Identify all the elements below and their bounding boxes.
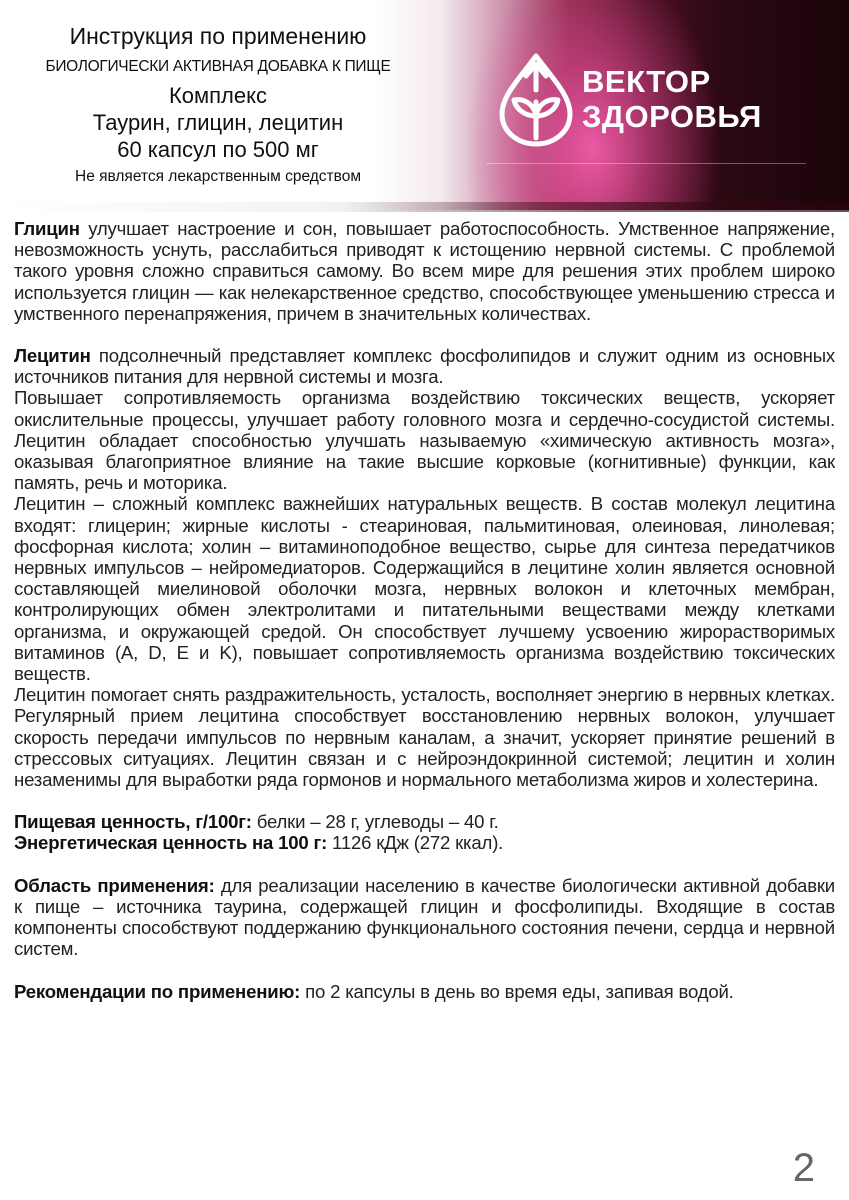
paragraph-lecithin-effects: Лецитин помогает снять раздражительность, усталость, восполняет энергию в нервных клетках. Регулярный прием лецитина способствует восстановлению нервных волокон, улучшает скорость передачи импульсов по нервным каналам, а значит, ускоряет принятие решений в стрессовых ситуациях. Лецитин связан и с нейроэндокринной системой; лецитин и холин незаменимы для выработки ряда гормонов и нормального метаболизма жиров и холестерина. bbox=[14, 684, 835, 791]
recommendations-text: по 2 капсулы в день во время еды, запивая водой. bbox=[300, 980, 734, 1002]
paragraph-glycine bbox=[14, 218, 835, 324]
term-lecithin: Лецитин bbox=[14, 345, 91, 367]
supplement-category: БИОЛОГИЧЕСКИ АКТИВНАЯ ДОБАВКА К ПИЩЕ bbox=[45, 58, 391, 75]
leaf-arrow-icon bbox=[496, 50, 576, 150]
paragraph-usage-area bbox=[14, 875, 835, 960]
brand-name bbox=[582, 64, 762, 134]
brand-logo bbox=[496, 50, 816, 150]
term-nutrition: Пищевая ценность, г/100г: bbox=[14, 811, 252, 833]
energy-text: 1126 кДж (272 ккал). bbox=[327, 832, 504, 854]
document-body bbox=[14, 218, 835, 1002]
lecithin-intro-text: подсолнечный представляет комплекс фосфолипидов и служит одним из основных источников питания для нервной системы и мозга. bbox=[14, 345, 835, 388]
paragraph-lecithin-composition: Лецитин – сложный комплекс важнейших натуральных веществ. В состав молекул лецитина входят: глицерин; жирные кислоты - стеариновая, пальмитиновая, олеиновая, линолевая; фосфорная кислота; холин – витаминоподобное вещество, сырье для синтеза передатчиков нервных импульсов – нейромедиаторов. Содержащийся в лецитине холин является основной составляющей миелиновой оболочки мозга, нервных волокон и клеточных мембран, контролирующих обмен электролитами и питательными веществами между клетками организма, и окружающей средой. Он способствует лучшему усвоению жирорастворимых витаминов (A, D, E и K), повышает сопротивляемость организма воздействию токсических веществ. bbox=[14, 493, 835, 685]
paragraph-recommendations bbox=[14, 981, 835, 1002]
instruction-title: Инструкция по применению bbox=[69, 23, 367, 49]
disclaimer: Не является лекарственным средством bbox=[75, 168, 361, 185]
product-ingredients: Таурин, глицин, лецитин bbox=[92, 110, 344, 135]
paragraph-nutrition bbox=[14, 811, 835, 832]
product-dosage: 60 капсул по 500 мг bbox=[117, 137, 319, 162]
product-title-block bbox=[0, 20, 436, 191]
paragraph-lecithin-benefits: Повышает сопротивляемость организма воздействию токсических веществ, ускоряет окислительные процессы, улучшает работу головного мозга и сердечно-сосудистой системы. Лецитин обладает способностью улучшать называемую «химическую активность мозга», оказывая благоприятное влияние на такие высшие корковые (когнитивные) функции, как память, речь и моторика. bbox=[14, 387, 835, 494]
header-banner bbox=[0, 0, 849, 210]
paragraph-energy bbox=[14, 832, 835, 853]
nutrition-text: белки – 28 г, углеводы – 40 г. bbox=[251, 811, 499, 833]
usage-area-text: для реализации населению в качестве биологически активной добавки к пище – источника таурина, содержащей глицин и фосфолипиды. Входящие в состав компоненты способствуют поддержанию функционального состояния печени, сердца и нервной систем. bbox=[14, 874, 835, 960]
glycine-text: улучшает настроение и сон, повышает работоспособность. Умственное напряжение, невозможность уснуть, расслабиться приводят к истощению нервной системы. С проблемой такого уровня сложно справиться самому. Во всем мире для решения этих проблем широко используется глицин — как нелекарственное средство, способствующее уменьшению стресса и умственного перенапряжения, причем в значительных количествах. bbox=[14, 218, 835, 324]
term-glycine: Глицин bbox=[14, 218, 80, 239]
term-energy: Энергетическая ценность на 100 г: bbox=[14, 832, 328, 854]
term-recommendations: Рекомендации по применению: bbox=[14, 980, 301, 1002]
product-type: Комплекс bbox=[168, 83, 268, 108]
header-shadow bbox=[0, 202, 849, 212]
page-number: 2 bbox=[792, 1146, 815, 1190]
brand-name-line1: ВЕКТОР bbox=[582, 64, 711, 99]
logo-divider bbox=[486, 163, 806, 164]
paragraph-lecithin-intro bbox=[14, 345, 835, 387]
brand-name-line2: ЗДОРОВЬЯ bbox=[582, 99, 762, 134]
term-usage-area: Область применения: bbox=[14, 874, 215, 896]
